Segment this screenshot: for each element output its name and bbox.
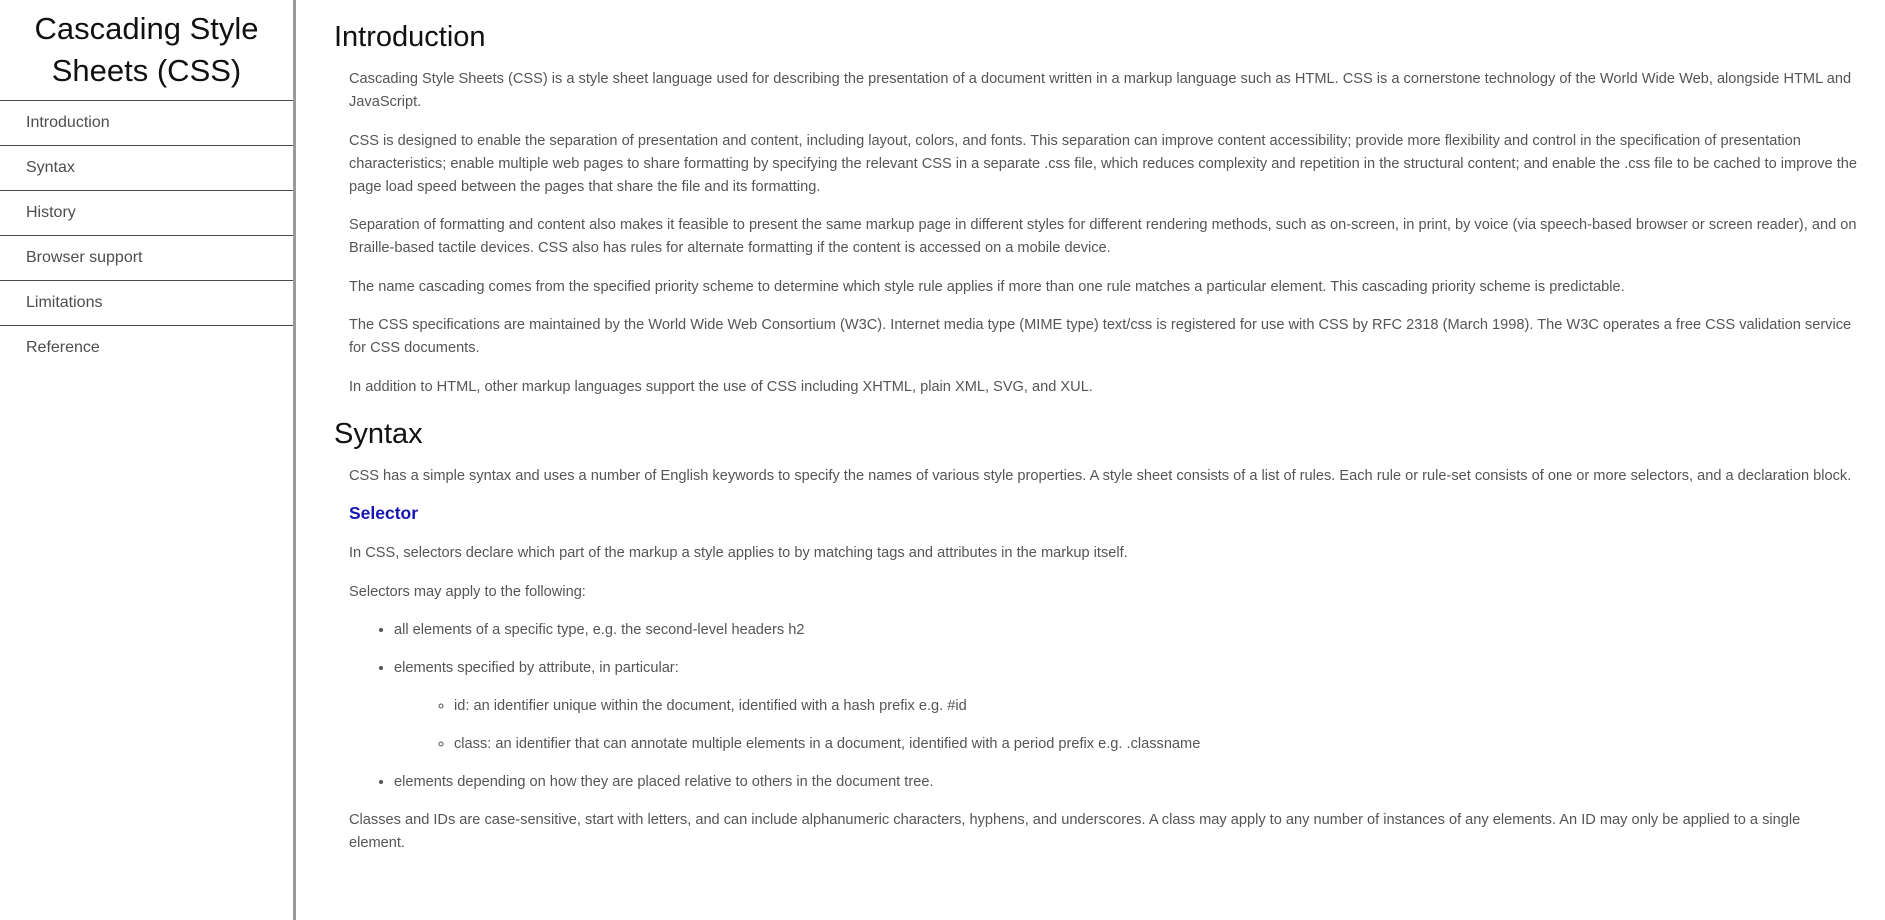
selector-paragraph: Classes and IDs are case-sensitive, start with letters, and can include alphanumeric characters, hyphens, and underscores. A class may apply to any number of instances of any elements. An ID may only be applied to a single element. [349, 812, 1801, 851]
introduction-paragraph: In addition to HTML, other markup languages support the use of CSS including XHTML, plain XML, SVG, and XUL. [349, 378, 1093, 395]
sidebar-item-history[interactable]: History [0, 190, 293, 235]
introduction-paragraph: The name cascading comes from the specified priority scheme to determine which style rule applies if more than one rule matches a particular element. This cascading priority scheme is predictable. [349, 278, 1625, 295]
main-content [334, 0, 1857, 920]
sidebar-item-introduction[interactable]: Introduction [0, 100, 293, 145]
selector-heading: Selector [349, 503, 419, 523]
selector-paragraph: In CSS, selectors declare which part of the markup a style applies to by matching tags and attributes in the markup itself. [349, 545, 1128, 561]
site-title: Cascading Style Sheets (CSS) [34, 11, 259, 88]
sidebar-item-syntax[interactable]: Syntax [0, 145, 293, 190]
list-item-text: elements specified by attribute, in particular: [394, 660, 679, 676]
sidebar-item-limitations[interactable]: Limitations [0, 280, 293, 325]
sidebar-item-reference[interactable]: Reference [0, 325, 293, 370]
selector-list [349, 619, 1857, 794]
list-item [394, 657, 1857, 756]
list-item: • all elements of a specific type, e.g. the second-level headers h2 [394, 619, 1857, 642]
list-item: • elements depending on how they are placed relative to others in the document tree. [394, 771, 1857, 794]
introduction-heading: Introduction [334, 21, 486, 53]
sidebar-item-browser-support[interactable]: Browser support [0, 235, 293, 280]
syntax-heading: Syntax [334, 417, 423, 450]
introduction-paragraph: CSS is designed to enable the separation of presentation and content, including layout, colors, and fonts. This separation can improve content accessibility; provide more flexibility and control in the specification of presentation characteristics; enable multiple web pages to share formatting by specifying the relevant CSS in a separate .css file, which reduces complexity and repetition in the structural content; and enable the .css file to be cached to improve the page load speed between the pages that share the file and its formatting. [349, 132, 1857, 195]
attribute-sublist [394, 695, 1857, 756]
sublist-item: ◦ id: an identifier unique within the document, identified with a hash prefix e.g. #id [454, 695, 1857, 718]
introduction-paragraph: Cascading Style Sheets (CSS) is a style sheet language used for describing the presentation of a document written in a markup language such as HTML. CSS is a cornerstone technology of the World Wide Web, alongside HTML and JavaScript. [349, 71, 1852, 110]
introduction-paragraph: The CSS specifications are maintained by the World Wide Web Consortium (W3C). Internet media type (MIME type) text/css is registered for use with CSS by RFC 2318 (March 1998). The W3C operates a free CSS validation service for CSS documents. [349, 317, 1852, 356]
syntax-intro-paragraph: CSS has a simple syntax and uses a number of English keywords to specify the names of various style properties. A style sheet consists of a list of rules. Each rule or rule-set consists of one or more selectors, and a declaration block. [349, 467, 1852, 484]
selector-paragraph: Selectors may apply to the following: [349, 583, 586, 600]
introduction-paragraph: Separation of formatting and content also makes it feasible to present the same markup page in different styles for different rendering methods, such as on-screen, in print, by voice (via speech-based browser or screen reader), and on Braille-based tactile devices. CSS also has rules for alternate formatting if the content is accessed on a mobile device. [349, 217, 1857, 256]
introduction-section [334, 20, 1857, 399]
sidebar-nav [0, 0, 296, 920]
syntax-section [334, 417, 1857, 856]
sublist-item: ◦ class: an identifier that can annotate multiple elements in a document, identified with a period prefix e.g. .classname [454, 733, 1857, 756]
